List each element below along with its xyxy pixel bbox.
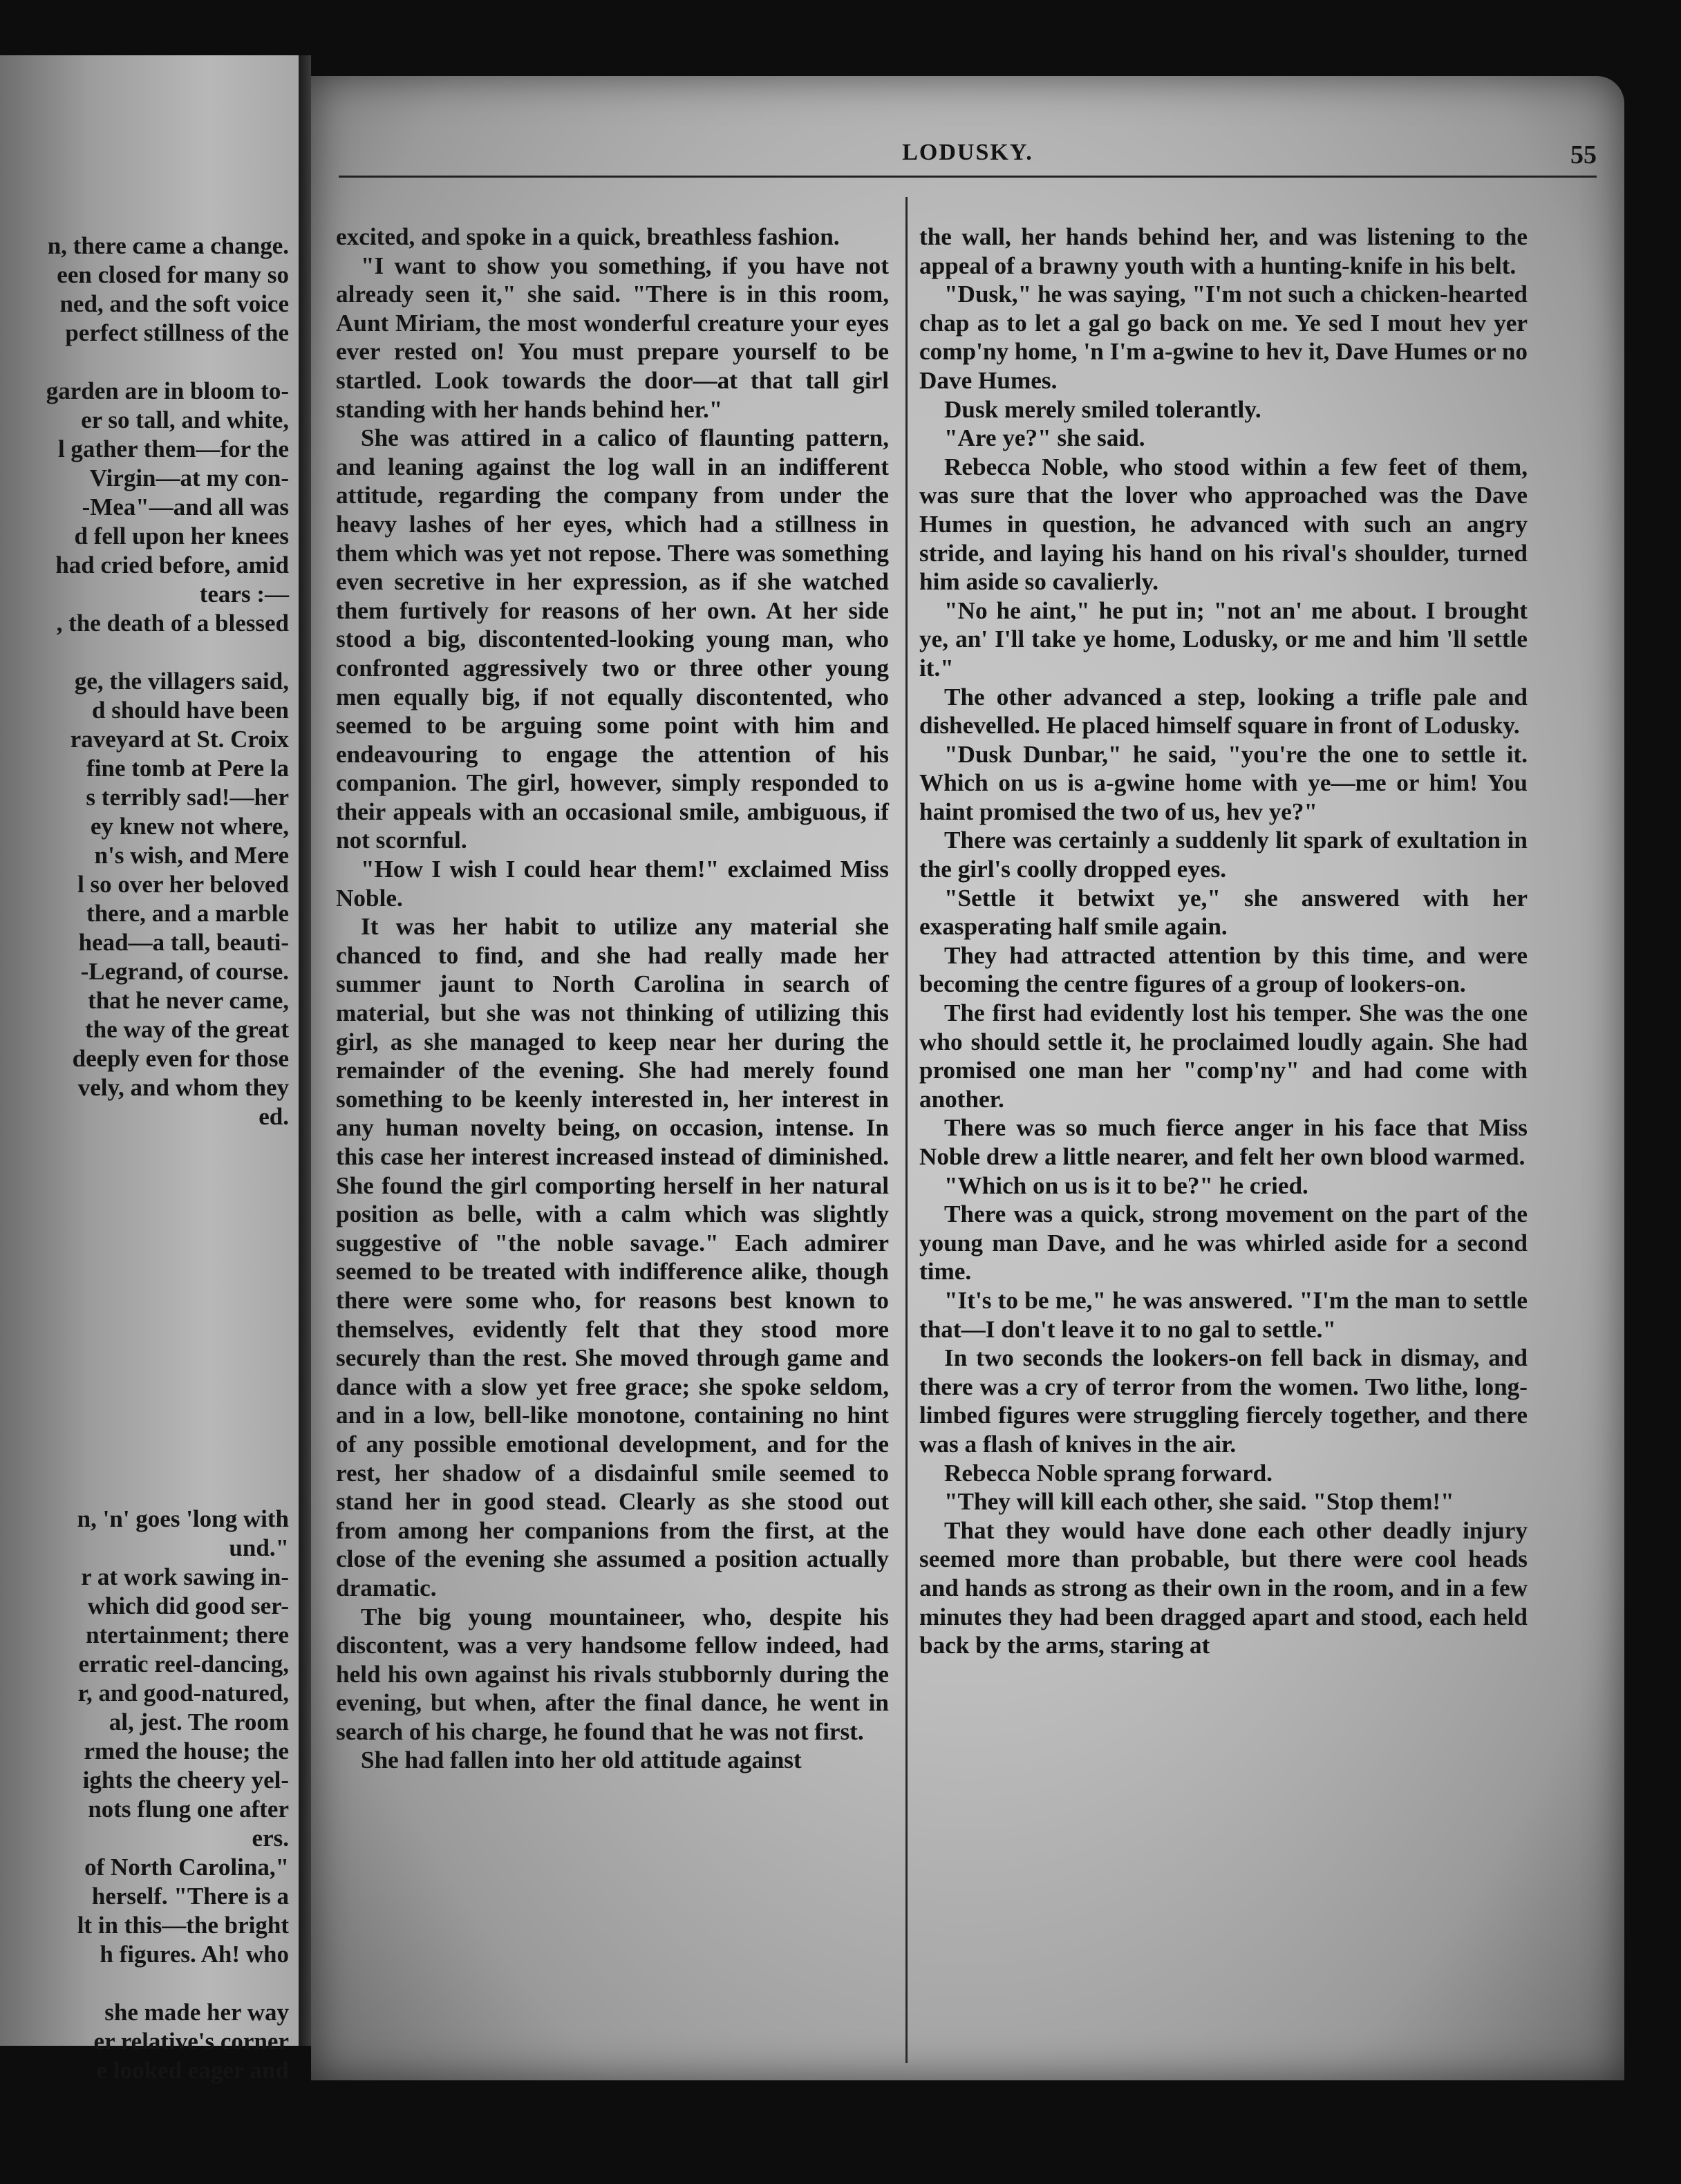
left-column-line: ed.: [259, 1103, 289, 1130]
paragraph: There was so much fierce anger in his face that Miss Noble drew a little nearer, and felt her own blood warmed.: [919, 1114, 1528, 1170]
left-column-line: r, and good-natured,: [77, 1679, 289, 1706]
paragraph: The big young mountaineer, who, despite his discontent, was a very handsome fellow indeed, had held his own against his rivals stubbornly during the evening, but when, after the final dance, he went in search of his charge, he found that he was not first.: [336, 1603, 889, 1745]
left-column-line: er so tall, and white,: [81, 406, 289, 433]
left-column-line: ers.: [252, 1825, 289, 1852]
left-column-line: [0, 348, 289, 377]
left-column-line: und.": [229, 1534, 289, 1561]
left-column-line: n's wish, and Mere: [94, 842, 289, 869]
left-column-line: vely, and whom they: [77, 1074, 289, 1101]
left-column-line: n, 'n' goes 'long with: [77, 1505, 289, 1532]
paragraph: "Settle it betwixt ye," she answered with her exasperating half smile again.: [919, 884, 1528, 941]
left-column-line: l so over her beloved: [77, 871, 289, 898]
left-column-line: -Legrand, of course.: [80, 958, 289, 985]
left-column-line: there, and a marble: [86, 900, 289, 927]
paragraph: Rebecca Noble, who stood within a few feet of them, was sure that the lover who approached was the Dave Humes in question, he advanced with such an angry stride, and laying his hand on his rival's shoulder, turned him aside so cavalierly.: [919, 453, 1528, 596]
left-column-line: -Mea"—and all was: [82, 493, 289, 520]
left-column-line: garden are in bloom to-: [46, 377, 289, 404]
paragraph: That they would have done each other deadly injury seemed more than probable, but there were cool heads and hands as strong as their own in the room, and in a few minutes they had been dragged apart and stood, each held back by the arms, staring at: [919, 1516, 1528, 1659]
page-title: LODUSKY.: [902, 140, 1033, 165]
left-column-line: n, there came a change.: [47, 232, 289, 259]
left-column-line: rmed the house; the: [84, 1738, 289, 1764]
paragraph: The other advanced a step, looking a trifle pale and dishevelled. He placed himself square in front of Lodusky.: [919, 683, 1528, 740]
paragraph: They had attracted attention by this time, and were becoming the centre figures of a group of lookers-on.: [919, 941, 1528, 998]
left-column-line: of North Carolina,": [84, 1854, 289, 1881]
left-column-line: e looked eager and: [96, 2057, 289, 2084]
left-column-line: the way of the great: [85, 1016, 289, 1043]
left-column-line: r at work sawing in-: [81, 1563, 289, 1590]
paragraph: "Dusk," he was saying, "I'm not such a chicken-hearted chap as to let a gal go back on me. Ye sed I mout hev yer comp'ny home, 'n I'm a-gwine to hev it, Dave Humes or no Dave Humes.: [919, 281, 1528, 394]
left-column-line: ntertainment; there: [86, 1621, 289, 1648]
left-column-bottom: [0, 1505, 289, 2085]
column-divider: [905, 197, 908, 2063]
page-number: 55: [1570, 140, 1597, 169]
left-column-line: er relative's corner: [93, 2028, 289, 2055]
paragraph: "How I wish I could hear them!" exclaimed Miss Noble.: [336, 856, 889, 912]
left-column-top: [0, 232, 289, 1131]
left-column-line: h figures. Ah! who: [100, 1941, 289, 1968]
left-column-line: that he never came,: [88, 987, 289, 1014]
page-55: [311, 76, 1624, 2080]
paragraph: It was her habit to utilize any material she chanced to find, and she had really made her summer jaunt to North Carolina in search of material, but she was not thinking of utilizing this girl, as she managed to keep near her during the remainder of the evening. She had merely found something to be keenly interested in, her interest in any human novelty being, on occasion, intense. In this case her interest increased instead of diminished. She found the girl comporting herself in her natural position as belle, with a calm which was slightly suggestive of "the noble savage." Each admirer seemed to be treated with indifference alike, though there were some who, for reasons best known to themselves, evidently felt that they stood more securely than the rest. She moved through game and dance with a slow yet free grace; she spoke seldom, and in a low, bell-like monotone, containing no hint of any possible emotional development, and for the rest, her shadow of a disdainful smile seemed to stand her in good stead. Clearly as she stood out from among her companions from the first, at the close of the evening she assumed a position actually dramatic.: [336, 913, 889, 1601]
paragraph: "Which on us is it to be?" he cried.: [944, 1171, 1308, 1199]
left-column-line: al, jest. The room: [109, 1708, 289, 1735]
left-column-line: she made her way: [104, 1999, 289, 2026]
left-column-line: fine tomb at Pere la: [86, 755, 289, 782]
left-column-line: l gather them—for the: [57, 435, 289, 462]
left-column-line: lt in this—the bright: [77, 1912, 289, 1939]
paragraph: Rebecca Noble sprang forward.: [944, 1459, 1273, 1487]
left-column-line: d should have been: [92, 697, 289, 724]
paragraph: "It's to be me," he was answered. "I'm the man to settle that—I don't leave it to no gal to settle.": [919, 1286, 1528, 1343]
paragraph: excited, and spoke in a quick, breathless fashion.: [336, 223, 840, 250]
left-column-line: ey knew not where,: [90, 813, 289, 840]
left-column-text: [0, 232, 289, 2085]
middle-column: [336, 223, 889, 1775]
left-column-line: had cried before, amid: [55, 552, 289, 578]
paragraph: "Are ye?" she said.: [944, 424, 1145, 452]
paragraph: "They will kill each other, she said. "Stop them!": [944, 1488, 1454, 1516]
left-column-line: tears :—: [199, 581, 289, 608]
left-column-line: [0, 638, 289, 667]
left-column-line: s terribly sad!—her: [86, 784, 289, 811]
paragraph: "I want to show you something, if you have not already seen it," she said. "There is in this room, Aunt Miriam, the most wonderful creature your eyes ever rested on! You must prepare yourself to be startled. Look towards the door—at that tall girl standing with her hands behind her.": [336, 252, 889, 423]
paragraph: "No he aint," he put in; "not an' me about. I brought ye, an' I'll take ye home, Lodusky, or me and him 'll settle it.": [919, 596, 1528, 681]
left-column-line: ned, and the soft voice: [59, 290, 289, 317]
running-header: [339, 140, 1597, 178]
left-column-line: ge, the villagers said,: [74, 668, 289, 695]
left-column-line: herself. "There is a: [91, 1883, 289, 1910]
paragraph: She was attired in a calico of flaunting pattern, and leaning against the log wall in an indifferent attitude, regarding the company from under the heavy lashes of her eyes, which had a stillness in them which was yet not repose. There was something even secretive in her expression, as if she watched them furtively for reasons of her own. At her side stood a big, discontented-looking young man, who confronted aggressively two or three other young men equally big, if not equally discontented, who seemed to be arguing some point with him and endeavouring to engage the attention of his companion. The girl, however, simply responded to their appeals with an occasional smile, ambiguous, if not scornful.: [336, 424, 889, 854]
left-column-line: which did good ser-: [87, 1592, 289, 1619]
left-column-line: Virgin—at my con-: [89, 464, 289, 491]
left-column-line: raveyard at St. Croix: [70, 726, 289, 753]
left-column-blank-space: [0, 1131, 289, 1505]
left-column-line: d fell upon her knees: [74, 523, 289, 549]
paragraph: She had fallen into her old attitude against: [361, 1747, 802, 1774]
left-column-line: , the death of a blessed: [56, 610, 289, 637]
left-column-line: perfect stillness of the: [65, 319, 289, 346]
left-column-line: erratic reel-dancing,: [78, 1650, 289, 1677]
right-column: [919, 223, 1528, 1660]
left-column-line: deeply even for those: [72, 1045, 289, 1072]
paragraph: "Dusk Dunbar," he said, "you're the one to settle it. Which on us is a-gwine home with ye—me or him! You haint promised the two of us, hev ye?": [919, 740, 1528, 825]
paragraph: the wall, her hands behind her, and was listening to the appeal of a brawny youth with a hunting-knife in his belt.: [919, 223, 1528, 279]
left-column-line: een closed for many so: [57, 261, 289, 288]
left-page-fragment: [0, 55, 299, 2084]
paragraph: There was a quick, strong movement on the part of the young man Dave, and he was whirled aside for a second time.: [919, 1201, 1528, 1286]
paragraph: In two seconds the lookers-on fell back in dismay, and there was a cry of terror from the women. Two lithe, long-limbed figures were struggling fiercely together, and there was a flash of knives in the air.: [919, 1344, 1528, 1458]
left-column-line: [0, 1969, 289, 1998]
book-gutter: [299, 55, 311, 2046]
paragraph: The first had evidently lost his temper. She was the one who should settle it, he proclaimed loudly again. She had promised one man her "comp'ny" and had come with another.: [919, 999, 1528, 1113]
paragraph: There was certainly a suddenly lit spark of exultation in the girl's coolly dropped eyes.: [919, 827, 1528, 883]
left-column-line: ights the cheery yel-: [82, 1767, 289, 1794]
left-column-line: nots flung one after: [88, 1796, 289, 1823]
paragraph: Dusk merely smiled tolerantly.: [944, 395, 1261, 423]
left-column-line: head—a tall, beauti-: [78, 929, 289, 956]
